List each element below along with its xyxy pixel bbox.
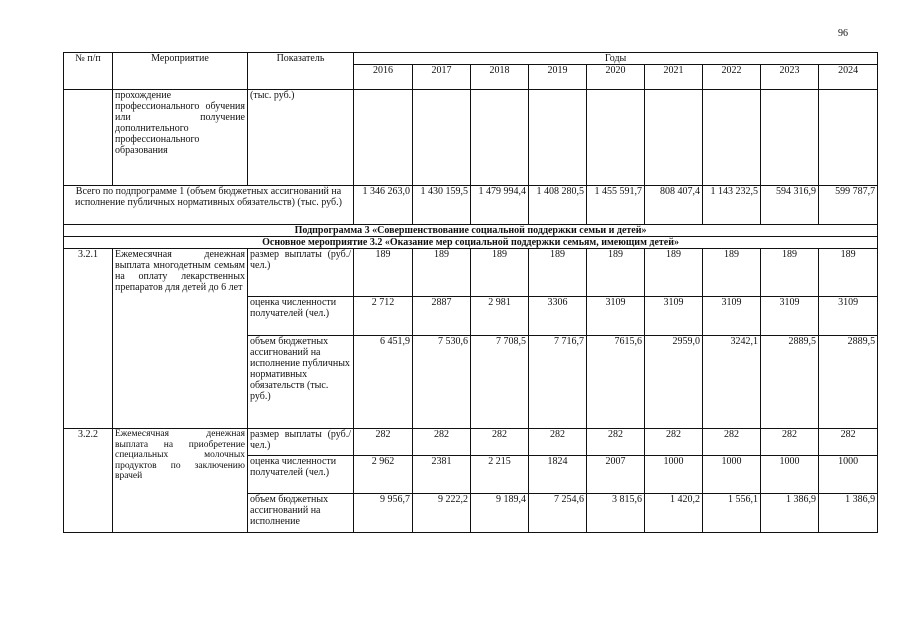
value-cell: 7 716,7 [529,336,587,429]
value-cell: 282 [761,429,819,456]
total-value: 1 143 232,5 [703,186,761,225]
value-cell: 2007 [587,456,645,494]
value-cell: 189 [703,249,761,297]
value-cell: 9 189,4 [471,494,529,533]
header-years-label: Годы [354,53,878,65]
indicator-label: оценка численности получателей (чел.) [248,456,354,494]
value-cell: 3242,1 [703,336,761,429]
indicator-label: размер выплаты (руб./ чел.) [248,429,354,456]
value-cell: 2 712 [354,297,413,336]
value-cell: 9 956,7 [354,494,413,533]
year-cell: 2019 [529,65,587,90]
row-event: Ежемесячная денежная выплата многодетным семьям на оплату лекарственных препаратов для детей до 6 лет [113,249,248,429]
table-row [64,249,878,297]
total-value: 594 316,9 [761,186,819,225]
year-cell: 2020 [587,65,645,90]
value-cell: 189 [761,249,819,297]
page-number: 96 [838,28,848,39]
value-cell: 3109 [587,297,645,336]
continuation-row [64,90,878,186]
year-cell: 2017 [413,65,471,90]
value-cell: 2381 [413,456,471,494]
total-value: 1 479 994,4 [471,186,529,225]
value-cell: 2 962 [354,456,413,494]
value-cell: 2 215 [471,456,529,494]
value-cell: 3109 [819,297,878,336]
value-cell: 1000 [645,456,703,494]
total-row [64,186,878,225]
header-row [64,53,878,65]
value-cell: 1000 [761,456,819,494]
value-cell: 1 386,9 [819,494,878,533]
value-cell: 1 556,1 [703,494,761,533]
row-event: Ежемесячная денежная выплата на приобретение специальных молочных продуктов по заключению врачей [113,429,248,533]
value-cell: 3109 [645,297,703,336]
header-num: № п/п [64,53,113,90]
value-cell: 189 [819,249,878,297]
value-cell: 282 [413,429,471,456]
value-cell: 7 708,5 [471,336,529,429]
value-cell: 1000 [819,456,878,494]
value-cell: 3109 [761,297,819,336]
value-cell: 189 [529,249,587,297]
subprogram-row [64,225,878,237]
value-cell: 189 [645,249,703,297]
value-cell: 2889,5 [761,336,819,429]
row-num: 3.2.1 [64,249,113,429]
value-cell: 189 [354,249,413,297]
value-cell: 7615,6 [587,336,645,429]
value-cell: 2 981 [471,297,529,336]
indicator-label: размер выплаты (руб./ чел.) [248,249,354,297]
value-cell: 282 [471,429,529,456]
value-cell: 3306 [529,297,587,336]
subprogram-title: Подпрограмма 3 «Совершенствование социальной поддержки семьи и детей» [64,225,878,237]
value-cell: 2959,0 [645,336,703,429]
indicator-label: объем бюджетных ассигнований на исполнение публичных нормативных обязательств (тыс. руб.) [248,336,354,429]
total-label: Всего по подпрограмме 1 (объем бюджетных ассигнований на исполнение публичных нормативных обязательств) (тыс. руб.) [64,186,354,225]
value-cell: 282 [645,429,703,456]
year-cell: 2021 [645,65,703,90]
header-event: Мероприятие [113,53,248,90]
table-row [64,429,878,456]
header-indicator: Показатель [248,53,354,90]
value-cell: 1 386,9 [761,494,819,533]
value-cell: 189 [413,249,471,297]
total-value: 599 787,7 [819,186,878,225]
year-cell: 2018 [471,65,529,90]
value-cell: 282 [354,429,413,456]
value-cell: 2889,5 [819,336,878,429]
year-cell: 2023 [761,65,819,90]
value-cell: 189 [471,249,529,297]
value-cell: 7 254,6 [529,494,587,533]
value-cell: 189 [587,249,645,297]
total-value: 1 430 159,5 [413,186,471,225]
value-cell: 7 530,6 [413,336,471,429]
value-cell: 282 [587,429,645,456]
value-cell: 2887 [413,297,471,336]
year-cell: 2022 [703,65,761,90]
total-value: 1 408 280,5 [529,186,587,225]
value-cell: 282 [529,429,587,456]
indicator-label: оценка численности получателей (чел.) [248,297,354,336]
value-cell: 3109 [703,297,761,336]
indicator-label: объем бюджетных ассигнований на исполнение [248,494,354,533]
value-cell: 1000 [703,456,761,494]
value-cell: 1 420,2 [645,494,703,533]
continuation-num [64,90,113,186]
total-value: 1 346 263,0 [354,186,413,225]
year-cell: 2024 [819,65,878,90]
total-value: 808 407,4 [645,186,703,225]
continuation-indicator: (тыс. руб.) [248,90,354,186]
value-cell: 9 222,2 [413,494,471,533]
row-num: 3.2.2 [64,429,113,533]
value-cell: 282 [703,429,761,456]
main-event-title: Основное мероприятие 3.2 «Оказание мер социальной поддержки семьям, имеющим детей» [64,237,878,249]
total-value: 1 455 591,7 [587,186,645,225]
continuation-event: прохождение профессионального обучения или получение дополнительного профессионального образования [113,90,248,186]
value-cell: 3 815,6 [587,494,645,533]
year-cell: 2016 [354,65,413,90]
value-cell: 6 451,9 [354,336,413,429]
main-event-row [64,237,878,249]
program-table [63,52,878,533]
value-cell: 1824 [529,456,587,494]
value-cell: 282 [819,429,878,456]
